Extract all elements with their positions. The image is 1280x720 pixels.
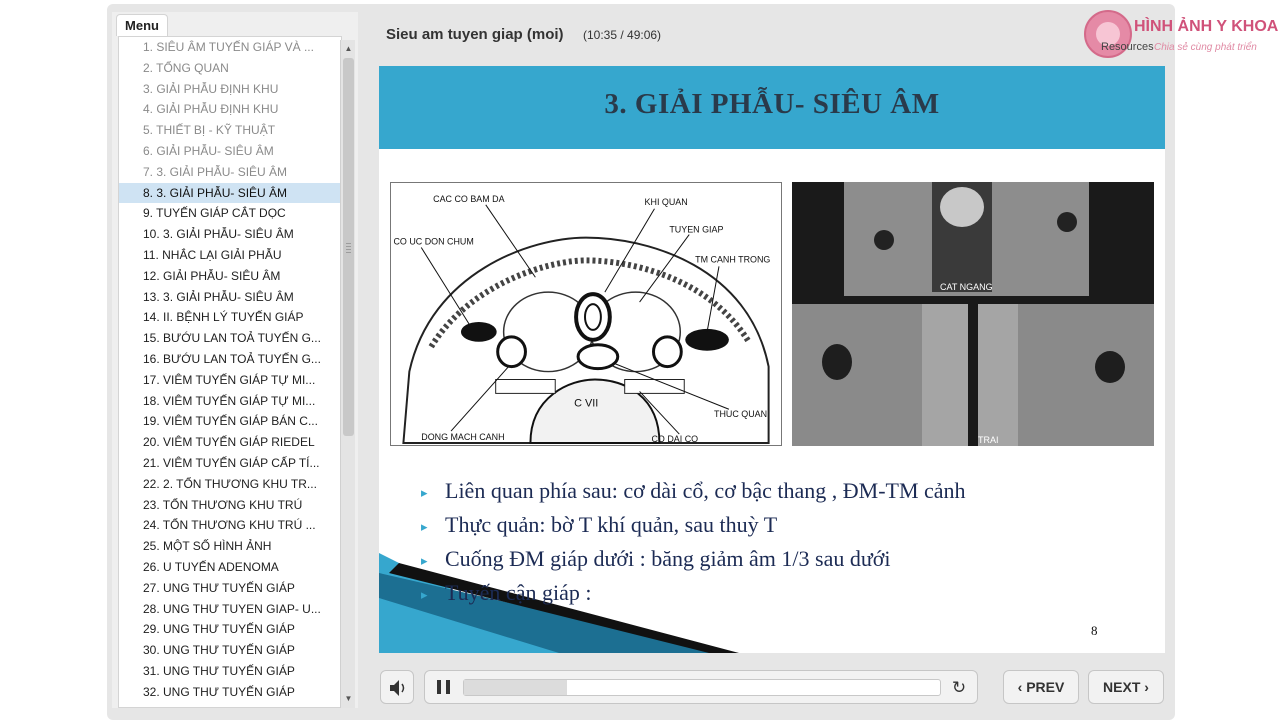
bullet-item — [421, 542, 966, 576]
bullet-list — [421, 474, 966, 610]
label-cat-ngang: CAT NGANG — [940, 282, 993, 292]
pause-icon[interactable] — [437, 680, 451, 694]
replay-icon[interactable]: ↻ — [951, 678, 967, 697]
menu-item[interactable]: 1. SIÊU ÂM TUYẾN GIÁP VÀ ... — [143, 40, 314, 54]
resources-link[interactable]: Resources — [1101, 41, 1154, 53]
prev-button[interactable] — [1003, 670, 1079, 704]
slide-header-band — [379, 66, 1165, 149]
prev-label: PREV — [1026, 679, 1065, 695]
menu-item[interactable]: 12. GIẢI PHẪU- SIÊU ÂM — [143, 268, 281, 283]
menu-item[interactable]: 4. GIẢI PHẪU ĐỊNH KHU — [143, 102, 279, 117]
playback-bar — [424, 670, 978, 704]
menu-item[interactable]: 32. UNG THƯ TUYẾN GIÁP — [143, 684, 295, 699]
grip-line — [346, 252, 351, 253]
bullet-item — [421, 576, 966, 610]
label-tuyen-giap: TUYEN GIAP — [669, 224, 724, 235]
logo-name: HÌNH ẢNH Y KHOA — [1134, 18, 1279, 35]
grip-line — [346, 243, 351, 244]
bullet-arrow-icon: ▸ — [421, 586, 428, 602]
bullet-arrow-icon: ▸ — [421, 552, 428, 568]
menu-item[interactable]: 9. TUYẾN GIÁP CẮT DỌC — [143, 206, 286, 221]
menu-item[interactable]: 17. VIÊM TUYẾN GIÁP TỰ MI... — [143, 372, 316, 387]
grip-line — [346, 246, 351, 247]
menu-item[interactable]: 26. U TUYẾN ADENOMA — [143, 559, 279, 574]
menu-item[interactable]: 23. TỔN THƯƠNG KHU TRÚ — [143, 497, 303, 512]
label-khi-quan: KHI QUAN — [644, 196, 688, 207]
menu-item[interactable]: 13. 3. GIẢI PHẪU- SIÊU ÂM — [143, 289, 294, 304]
label-co-dai-co: CO DAI CO — [651, 434, 699, 445]
menu-scrollbar[interactable] — [340, 40, 355, 708]
menu-item[interactable]: 18. VIÊM TUYẾN GIÁP TỰ MI... — [143, 393, 316, 408]
progress-bar[interactable] — [463, 679, 941, 696]
course-title: Sieu am tuyen giap (moi) — [386, 26, 564, 43]
menu-item[interactable]: 10. 3. GIẢI PHẪU- SIÊU ÂM — [143, 227, 294, 242]
menu-item[interactable]: 2. TỔNG QUAN — [143, 60, 229, 75]
menu-item[interactable]: 30. UNG THƯ TUYẾN GIÁP — [143, 643, 295, 658]
menu-item[interactable]: 27. UNG THƯ TUYẾN GIÁP — [143, 580, 295, 595]
label-c-vii: C VII — [574, 397, 599, 410]
label-co-uc-don-chum: CO UC DON CHUM — [393, 236, 474, 247]
menu-item[interactable]: 5. THIẾT BỊ - KỸ THUẬT — [143, 123, 276, 138]
label-tm-canh-trong: TM CANH TRONG — [695, 254, 771, 265]
bullet-text: Thực quản: bờ T khí quản, sau thuỳ T — [445, 512, 778, 537]
chevron-left-icon: ‹ — [1017, 679, 1027, 695]
speaker-icon — [381, 671, 415, 705]
slide-title: 3. GIẢI PHẪU- SIÊU ÂM — [604, 88, 940, 120]
bullet-text: Cuống ĐM giáp dưới : băng giảm âm 1/3 sau dưới — [445, 546, 891, 571]
menu-list — [118, 36, 342, 708]
menu-item[interactable]: 6. GIẢI PHẪU- SIÊU ÂM — [143, 143, 274, 158]
grip-line — [346, 249, 351, 250]
volume-button[interactable] — [380, 670, 414, 704]
scroll-thumb[interactable] — [343, 58, 354, 436]
menu-item[interactable]: 22. 2. TỔN THƯƠNG KHU TR... — [143, 476, 317, 491]
menu-item[interactable]: 11. NHẮC LẠI GIẢI PHẪU — [143, 247, 282, 262]
menu-item[interactable]: 16. BƯỚU LAN TOẢ TUYẾN G... — [143, 351, 321, 366]
menu-item[interactable]: 20. VIÊM TUYẾN GIÁP RIEDEL — [143, 435, 315, 450]
menu-item[interactable]: 29. UNG THƯ TUYẾN GIÁP — [143, 622, 295, 637]
anatomy-diagram — [390, 182, 782, 446]
label-thuc-quan: THUC QUAN — [714, 409, 768, 420]
scroll-down-icon[interactable]: ▼ — [344, 694, 353, 703]
progress-fill — [464, 680, 567, 695]
bullet-item — [421, 508, 966, 542]
time-readout: (10:35 / 49:06) — [583, 28, 662, 42]
bullet-item — [421, 474, 966, 508]
chevron-right-icon: › — [1140, 679, 1149, 695]
menu-item[interactable]: 21. VIÊM TUYẾN GIÁP CẤP TÍ... — [143, 455, 320, 470]
menu-item[interactable]: 14. II. BỆNH LÝ TUYẾN GIÁP — [143, 310, 304, 325]
bullet-arrow-icon: ▸ — [421, 484, 428, 500]
ultrasound-image — [792, 182, 1154, 446]
bullet-text: Liên quan phía sau: cơ dài cổ, cơ bậc thang , ĐM-TM cảnh — [445, 478, 966, 503]
slide-page-number: 8 — [1091, 623, 1098, 638]
label-trai: TRAI — [978, 435, 999, 445]
menu-item[interactable]: 19. VIÊM TUYẾN GIÁP BÁN C... — [143, 414, 318, 429]
bullet-text: Tuyến cận giáp : — [445, 580, 592, 605]
menu-item[interactable]: 25. MỘT SỐ HÌNH ẢNH — [143, 539, 272, 554]
menu-item[interactable]: 8. 3. GIẢI PHẪU- SIÊU ÂM — [119, 183, 341, 204]
label-cac-co-bam-da: CAC CO BAM DA — [433, 193, 505, 204]
logo-tagline: Chia sẻ cùng phát triển — [1154, 42, 1257, 53]
menu-item[interactable]: 24. TỔN THƯƠNG KHU TRÚ ... — [143, 518, 316, 533]
scroll-up-icon[interactable]: ▲ — [344, 44, 353, 53]
menu-item[interactable]: 3. GIẢI PHẪU ĐỊNH KHU — [143, 81, 279, 96]
label-dong-mach-canh: DONG MACH CANH — [421, 432, 505, 443]
next-button[interactable] — [1088, 670, 1164, 704]
menu-item[interactable]: 15. BƯỚU LAN TOẢ TUYẾN G... — [143, 331, 321, 346]
slide — [379, 66, 1165, 653]
menu-item[interactable]: 7. 3. GIẢI PHẪU- SIÊU ÂM — [143, 164, 288, 179]
bullet-arrow-icon: ▸ — [421, 518, 428, 534]
next-label: NEXT — [1103, 679, 1141, 695]
menu-item[interactable]: 28. UNG THƯ TUYEN GIAP- U... — [143, 601, 321, 616]
menu-item[interactable]: 31. UNG THƯ TUYẾN GIÁP — [143, 663, 295, 678]
menu-tab[interactable]: Menu — [116, 14, 168, 36]
